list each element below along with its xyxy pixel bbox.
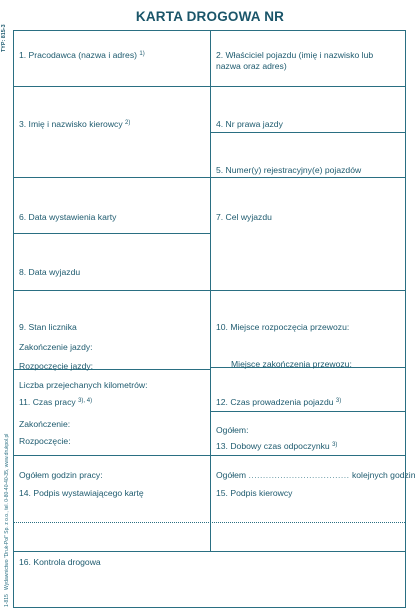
divider-right-8 bbox=[210, 455, 405, 456]
publisher-note: Wydawnictwo "Druk-Pol" Sp. z o.o., tel. 0-80-40-40-35, www.drukpol.pl bbox=[4, 433, 10, 590]
divider-left-4 bbox=[14, 233, 210, 234]
odometer-start-label: Rozpoczęcie jazdy: bbox=[19, 361, 94, 371]
field-3-label: 3. Imię i nazwisko kierowcy $^{2)}$ bbox=[19, 119, 131, 129]
divider-right-1 bbox=[210, 86, 405, 87]
field-5-label: 5. Numer(y) rejestracyjny(e) pojazdów bbox=[216, 165, 362, 175]
driving-total-label: Ogółem: bbox=[216, 425, 249, 435]
divider-right-2 bbox=[210, 132, 405, 133]
divider-full-9 bbox=[14, 551, 405, 552]
odometer-end-label: Zakończenie jazdy: bbox=[19, 342, 93, 352]
work-total-label: Ogółem godzin pracy: bbox=[19, 470, 103, 480]
km-total-label: Liczba przejechanych kilometrów: bbox=[19, 380, 148, 390]
divider-full-5 bbox=[14, 290, 405, 291]
field-14-label: 14. Podpis wystawiającego kartę bbox=[19, 488, 144, 498]
form-code: 1-815 bbox=[4, 594, 10, 607]
center-divider bbox=[210, 31, 211, 551]
form-type-code: TYP: 815-3 bbox=[1, 24, 7, 52]
work-start-label: Rozpoczęcie: bbox=[19, 436, 71, 446]
divider-full-3 bbox=[14, 177, 405, 178]
field-9-label: 9. Stan licznika bbox=[19, 322, 77, 332]
field-16-label: 16. Kontrola drogowa bbox=[19, 557, 101, 567]
field-4-label: 4. Nr prawa jazdy bbox=[216, 119, 283, 129]
field-11-label: 11. Czas pracy $^{3), 4)}$ bbox=[19, 397, 93, 407]
rest-total-label: Ogółem ................................... kolejnych godzin bbox=[216, 470, 416, 480]
field-12-label: 12. Czas prowadzenia pojazdu $^{3)}$ bbox=[216, 397, 342, 407]
transport-end-place-label: Miejsce zakończenia przewozu: bbox=[231, 359, 352, 369]
field-1-label: 1. Pracodawca (nazwa i adres) $^{1)}$ bbox=[19, 50, 145, 60]
field-15-label: 15. Podpis kierowcy bbox=[216, 488, 293, 498]
field-2-label: 2. Właściciel pojazdu (imię i nazwisko lub nazwa oraz adres) bbox=[216, 50, 374, 71]
form-title: KARTA DROGOWA NR bbox=[135, 9, 285, 24]
field-7-label: 7. Cel wyjazdu bbox=[216, 212, 272, 222]
field-10-label: 10. Miejsce rozpoczęcia przewozu: bbox=[216, 322, 350, 332]
field-6-label: 6. Data wystawienia karty bbox=[19, 212, 117, 222]
divider-left-1 bbox=[14, 86, 210, 87]
work-end-label: Zakończenie: bbox=[19, 419, 71, 429]
divider-right-7 bbox=[210, 411, 405, 412]
field-8-label: 8. Data wyjazdu bbox=[19, 267, 81, 277]
divider-left-8 bbox=[14, 455, 210, 456]
dotted-divider bbox=[14, 522, 405, 523]
field-13-label: 13. Dobowy czas odpoczynku $^{3)}$ bbox=[216, 441, 338, 451]
form-frame bbox=[13, 30, 406, 608]
road-card-form bbox=[13, 0, 416, 608]
